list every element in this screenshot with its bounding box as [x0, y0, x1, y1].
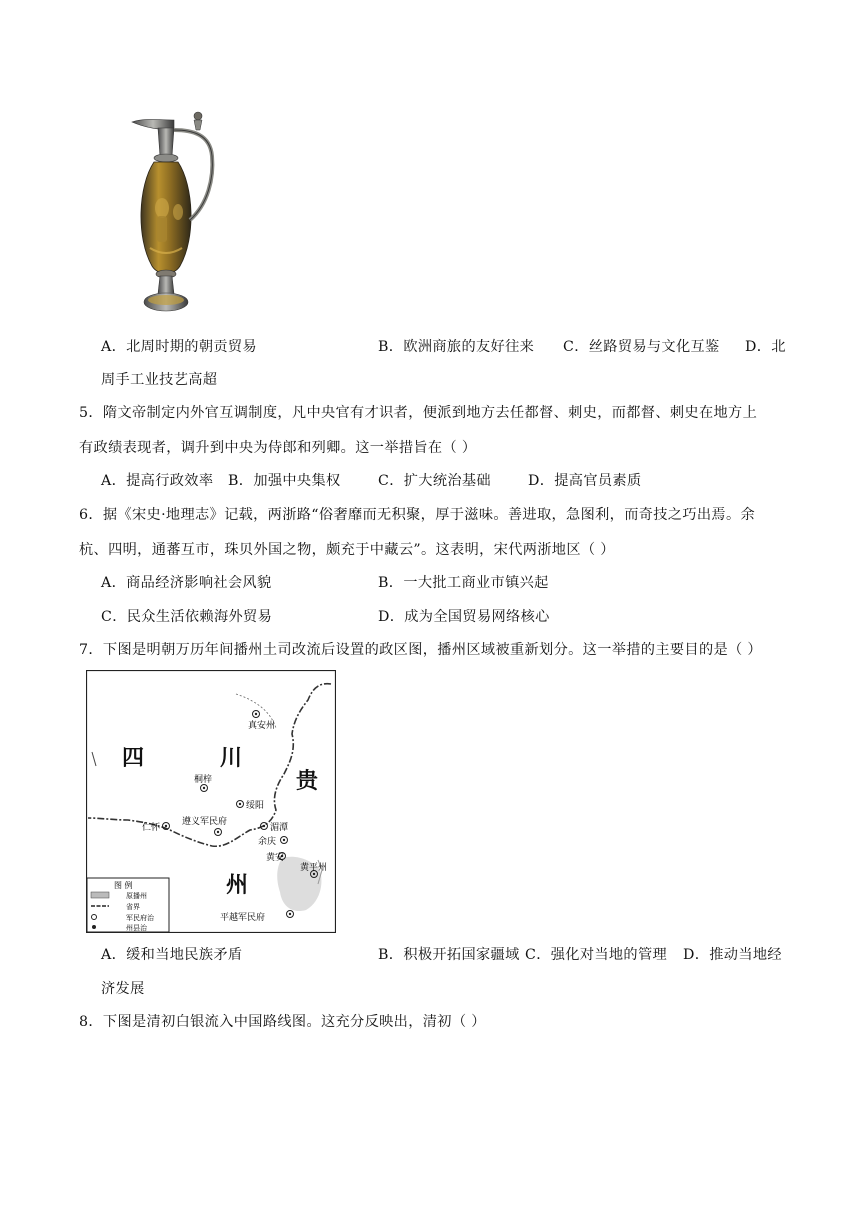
q4-option-c[interactable]: C．丝路贸易与文化互鉴: [563, 339, 720, 355]
map-legend-item-1: 原播州: [126, 892, 147, 900]
gilt-silver-ewer-image: [130, 108, 220, 323]
map-place-yuqing: 余庆: [258, 837, 277, 847]
map-label-gui: 贵: [296, 769, 319, 794]
map-place-pingyue: 平越军民府: [220, 913, 266, 923]
map-place-huangan: 黄安: [266, 853, 285, 863]
q5-stem-line-2: 有政绩表现者，调升到中央为侍郎和列卿。这一举措旨在（ ）: [79, 440, 477, 456]
q5-option-b[interactable]: B．加强中央集权: [228, 473, 341, 489]
q7-option-d-continuation: 济发展: [101, 981, 145, 997]
map-place-zunyi: 遵义军民府: [182, 817, 228, 827]
map-legend-item-4: 州县治: [126, 924, 147, 932]
q8-stem: 8．下图是清初白银流入中国路线图。这充分反映出，清初（ ）: [79, 1014, 486, 1030]
q7-option-c[interactable]: C．强化对当地的管理: [525, 947, 668, 963]
q7-option-b[interactable]: B．积极开拓国家疆域: [378, 947, 520, 963]
q6-option-b[interactable]: B．一大批工商业市镇兴起: [378, 575, 549, 591]
q7-option-a[interactable]: A．缓和当地民族矛盾: [101, 947, 243, 963]
map-legend-item-2: 省界: [126, 903, 140, 911]
q5-option-d[interactable]: D．提高官员素质: [528, 473, 642, 489]
q4-option-b[interactable]: B．欧洲商旅的友好往来: [378, 339, 535, 355]
bozhou-administrative-map: [86, 670, 336, 933]
map-legend-item-3: 军民府治: [126, 914, 154, 922]
map-legend: [87, 878, 169, 932]
q7-stem: 7．下图是明朝万历年间播州土司改流后设置的政区图，播州区域被重新划分。这一举措的主要目的是（ ）: [79, 642, 762, 658]
q6-stem-line-2: 杭、四明，通蕃互市，珠贝外国之物，颇充于中藏云”。这表明，宋代两浙地区（ ）: [79, 542, 615, 558]
q7-option-d[interactable]: D．推动当地经: [683, 947, 782, 963]
map-place-tongzi: 桐梓: [194, 775, 213, 785]
q6-option-d[interactable]: D．成为全国贸易网络核心: [378, 609, 550, 625]
map-label-chuan: 川: [220, 746, 243, 771]
q5-option-c[interactable]: C．扩大统治基础: [378, 473, 491, 489]
map-label-zhou: 州: [226, 873, 249, 898]
map-place-zhenanzhou: 真安州: [248, 721, 276, 731]
map-legend-title: 图 例: [114, 881, 133, 890]
map-place-suiyang: 绥阳: [246, 801, 265, 811]
q5-option-a[interactable]: A．提高行政效率: [101, 473, 214, 489]
map-place-meitan: 湄潭: [270, 823, 289, 833]
q5-stem-line-1: 5．隋文帝制定内外官互调制度，凡中央官有才识者，便派到地方去任都督、刺史，而都督、刺史在地方上: [79, 405, 758, 421]
q4-option-d-continuation: 周手工业技艺高超: [101, 372, 218, 388]
q6-option-a[interactable]: A．商品经济影响社会风貌: [101, 575, 272, 591]
q4-option-a[interactable]: A．北周时期的朝贡贸易: [101, 339, 257, 355]
map-place-renhuai: 仁怀: [142, 823, 161, 833]
q4-option-d[interactable]: D．北: [745, 339, 786, 355]
q6-stem-line-1: 6．据《宋史·地理志》记载，两浙路“俗奢靡而无积聚，厚于滋味。善进取，急图利，而奇技之巧出焉。余: [79, 507, 756, 523]
map-label-si: 四: [122, 746, 145, 771]
map-place-huangpingzhou: 黄平州: [300, 863, 328, 873]
q6-option-c[interactable]: C．民众生活依赖海外贸易: [101, 609, 273, 625]
